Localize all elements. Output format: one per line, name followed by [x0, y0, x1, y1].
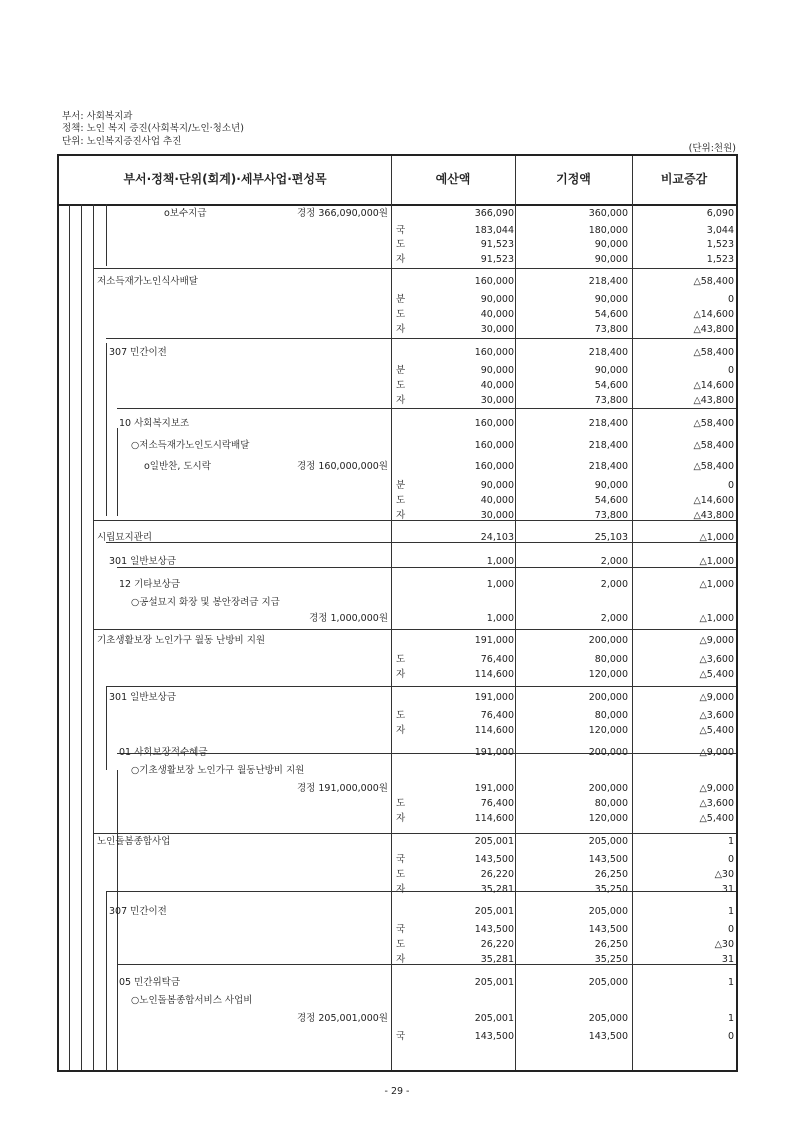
- cell-budget: 24,103: [480, 532, 514, 543]
- funding-source: 분: [396, 365, 406, 376]
- row-label: 05 민간위탁금: [119, 977, 180, 988]
- cell-prev: 205,000: [588, 1013, 628, 1024]
- cell-prev: 2,000: [600, 613, 628, 624]
- cell-prev: 143,500: [588, 854, 628, 865]
- group-separator: [93, 268, 736, 269]
- funding-source: 자: [396, 510, 406, 521]
- cell-diff: △3,600: [699, 710, 734, 721]
- column-header-difference: 비교증감: [660, 172, 708, 186]
- cell-diff: 3,044: [706, 225, 734, 236]
- cell-diff: △43,800: [693, 324, 734, 335]
- correction-note: 경정 366,090,000원: [297, 208, 388, 219]
- cell-diff: 1: [727, 836, 734, 847]
- row-label: 12 기타보상금: [119, 579, 180, 590]
- cell-diff: △43,800: [693, 510, 734, 521]
- cell-prev: 80,000: [594, 798, 628, 809]
- funding-source: 국: [396, 225, 406, 236]
- cell-budget: 30,000: [480, 324, 514, 335]
- cell-diff: △9,000: [699, 747, 734, 758]
- row-label: 기초생활보장 노인가구 월동 난방비 지원: [97, 635, 266, 646]
- cell-budget: 183,044: [474, 225, 514, 236]
- cell-prev: 218,400: [588, 440, 628, 451]
- level-guide-line: [69, 204, 70, 1070]
- cell-prev: 180,000: [588, 225, 628, 236]
- funding-source: 도: [396, 710, 406, 721]
- funding-source: 분: [396, 480, 406, 491]
- funding-source: 국: [396, 854, 406, 865]
- row-label: ο보수지급: [164, 208, 207, 219]
- funding-source: 분: [396, 294, 406, 305]
- level-guide-line: [93, 204, 94, 1070]
- cell-diff: △43,800: [693, 395, 734, 406]
- row-label: 시립묘지관리: [97, 532, 153, 543]
- cell-diff: 1,523: [706, 254, 734, 265]
- funding-source: 자: [396, 395, 406, 406]
- header-unit: 단위: 노인복지증진사업 추진: [62, 136, 182, 147]
- cell-diff: △9,000: [699, 692, 734, 703]
- row-label: 301 일반보상금: [109, 692, 177, 703]
- cell-budget: 90,000: [480, 365, 514, 376]
- cell-diff: △1,000: [699, 579, 734, 590]
- cell-budget: 114,600: [474, 725, 514, 736]
- funding-source: 도: [396, 798, 406, 809]
- budget-table: [57, 154, 738, 1072]
- column-header-item: 부서·정책·단위(회계)·세부사업·편성목: [123, 172, 327, 186]
- level-guide-line: [81, 204, 82, 1070]
- unit-note: (단위:천원): [688, 143, 736, 154]
- funding-source: 도: [396, 495, 406, 506]
- cell-budget: 26,220: [480, 939, 514, 950]
- row-label: 307 민간이전: [109, 906, 167, 917]
- cell-prev: 90,000: [594, 239, 628, 250]
- funding-source: 도: [396, 239, 406, 250]
- cell-prev: 218,400: [588, 276, 628, 287]
- cell-prev: 143,500: [588, 1031, 628, 1042]
- cell-budget: 91,523: [480, 239, 514, 250]
- row-label: ○기초생활보장 노인가구 월동난방비 지원: [131, 765, 305, 776]
- cell-prev: 80,000: [594, 654, 628, 665]
- cell-budget: 191,000: [474, 783, 514, 794]
- cell-prev: 205,000: [588, 977, 628, 988]
- column-divider: [391, 156, 392, 1072]
- level-guide-line: [106, 204, 107, 266]
- cell-prev: 218,400: [588, 347, 628, 358]
- column-header-previous: 기정액: [556, 172, 591, 186]
- funding-source: 자: [396, 669, 406, 680]
- correction-note: 경정 191,000,000원: [297, 783, 388, 794]
- cell-budget: 205,001: [474, 1013, 514, 1024]
- cell-prev: 205,000: [588, 836, 628, 847]
- cell-budget: 205,001: [474, 977, 514, 988]
- cell-budget: 143,500: [474, 854, 514, 865]
- header-department: 부서: 사회복지과: [62, 111, 133, 122]
- cell-prev: 120,000: [588, 813, 628, 824]
- row-label: 노인돌봄종합사업: [97, 836, 171, 847]
- header-policy: 정책: 노인 복지 증진(사회복지/노인·청소년): [62, 123, 244, 134]
- cell-budget: 30,000: [480, 395, 514, 406]
- cell-prev: 73,800: [594, 510, 628, 521]
- cell-prev: 54,600: [594, 309, 628, 320]
- row-label: ο일반찬, 도시락: [144, 461, 211, 472]
- cell-diff: △9,000: [699, 783, 734, 794]
- cell-diff: △58,400: [693, 347, 734, 358]
- funding-source: 자: [396, 884, 406, 895]
- page-number: - 29 -: [384, 1086, 410, 1097]
- cell-diff: △58,400: [693, 440, 734, 451]
- cell-diff: △3,600: [699, 798, 734, 809]
- cell-diff: 0: [727, 365, 734, 376]
- cell-diff: 1: [727, 977, 734, 988]
- cell-budget: 40,000: [480, 495, 514, 506]
- level-guide-line: [106, 891, 107, 1070]
- cell-diff: △30: [714, 869, 734, 880]
- cell-budget: 160,000: [474, 418, 514, 429]
- cell-prev: 2,000: [600, 556, 628, 567]
- funding-source: 자: [396, 254, 406, 265]
- group-separator: [106, 686, 736, 687]
- cell-prev: 218,400: [588, 418, 628, 429]
- funding-source: 국: [396, 924, 406, 935]
- cell-diff: 0: [727, 854, 734, 865]
- cell-diff: 31: [721, 954, 734, 965]
- group-separator: [93, 833, 736, 834]
- cell-budget: 205,001: [474, 906, 514, 917]
- funding-source: 자: [396, 324, 406, 335]
- funding-source: 도: [396, 380, 406, 391]
- cell-prev: 200,000: [588, 692, 628, 703]
- cell-prev: 54,600: [594, 495, 628, 506]
- cell-diff: △58,400: [693, 276, 734, 287]
- cell-budget: 191,000: [474, 692, 514, 703]
- funding-source: 도: [396, 309, 406, 320]
- cell-budget: 35,281: [480, 954, 514, 965]
- cell-diff: 1: [727, 1013, 734, 1024]
- cell-prev: 54,600: [594, 380, 628, 391]
- cell-diff: △58,400: [693, 418, 734, 429]
- table-header: [59, 156, 736, 206]
- funding-source: 자: [396, 813, 406, 824]
- cell-diff: △5,400: [699, 725, 734, 736]
- cell-prev: 90,000: [594, 294, 628, 305]
- cell-diff: △5,400: [699, 813, 734, 824]
- cell-budget: 160,000: [474, 276, 514, 287]
- funding-source: 자: [396, 725, 406, 736]
- cell-prev: 120,000: [588, 725, 628, 736]
- cell-budget: 191,000: [474, 747, 514, 758]
- cell-prev: 200,000: [588, 747, 628, 758]
- cell-prev: 26,250: [594, 869, 628, 880]
- cell-prev: 90,000: [594, 365, 628, 376]
- row-label: ○저소득재가노인도시락배달: [131, 440, 250, 451]
- cell-prev: 35,250: [594, 954, 628, 965]
- row-label: ○노인돌봄종합서비스 사업비: [131, 995, 253, 1006]
- cell-budget: 160,000: [474, 461, 514, 472]
- correction-note: 경정 1,000,000원: [309, 613, 388, 624]
- level-guide-line: [106, 343, 107, 516]
- cell-diff: △14,600: [693, 380, 734, 391]
- cell-diff: 0: [727, 294, 734, 305]
- cell-prev: 35,250: [594, 884, 628, 895]
- cell-budget: 143,500: [474, 924, 514, 935]
- cell-budget: 91,523: [480, 254, 514, 265]
- row-label: ○공설묘지 화장 및 봉안장려금 지급: [131, 597, 280, 608]
- cell-diff: △58,400: [693, 461, 734, 472]
- cell-budget: 26,220: [480, 869, 514, 880]
- cell-budget: 114,600: [474, 813, 514, 824]
- cell-budget: 40,000: [480, 309, 514, 320]
- cell-prev: 2,000: [600, 579, 628, 590]
- cell-budget: 1,000: [486, 613, 514, 624]
- cell-budget: 160,000: [474, 347, 514, 358]
- cell-diff: △1,000: [699, 556, 734, 567]
- correction-note: 경정 205,001,000원: [297, 1013, 388, 1024]
- cell-diff: 0: [727, 1031, 734, 1042]
- cell-prev: 200,000: [588, 783, 628, 794]
- cell-diff: △1,000: [699, 532, 734, 543]
- cell-diff: △14,600: [693, 309, 734, 320]
- cell-prev: 73,800: [594, 395, 628, 406]
- cell-prev: 143,500: [588, 924, 628, 935]
- correction-note: 경정 160,000,000원: [297, 461, 388, 472]
- cell-prev: 25,103: [594, 532, 628, 543]
- column-divider: [632, 156, 633, 1072]
- cell-budget: 114,600: [474, 669, 514, 680]
- cell-prev: 90,000: [594, 254, 628, 265]
- cell-budget: 40,000: [480, 380, 514, 391]
- cell-diff: 1,523: [706, 239, 734, 250]
- cell-budget: 30,000: [480, 510, 514, 521]
- cell-diff: △3,600: [699, 654, 734, 665]
- cell-budget: 205,001: [474, 836, 514, 847]
- cell-diff: △1,000: [699, 613, 734, 624]
- cell-budget: 76,400: [480, 710, 514, 721]
- cell-budget: 90,000: [480, 480, 514, 491]
- cell-diff: △30: [714, 939, 734, 950]
- funding-source: 국: [396, 1031, 406, 1042]
- cell-prev: 120,000: [588, 669, 628, 680]
- cell-prev: 205,000: [588, 906, 628, 917]
- column-header-budget: 예산액: [435, 172, 471, 186]
- row-label: 10 사회복지보조: [119, 418, 190, 429]
- cell-diff: △14,600: [693, 495, 734, 506]
- row-label: 301 일반보상금: [109, 556, 177, 567]
- cell-prev: 200,000: [588, 635, 628, 646]
- row-label: 307 민간이전: [109, 347, 167, 358]
- cell-budget: 1,000: [486, 556, 514, 567]
- row-label: 저소득재가노인식사배달: [97, 276, 198, 287]
- funding-source: 도: [396, 869, 406, 880]
- cell-prev: 26,250: [594, 939, 628, 950]
- cell-budget: 191,000: [474, 635, 514, 646]
- cell-prev: 73,800: [594, 324, 628, 335]
- cell-budget: 366,090: [474, 208, 514, 219]
- cell-budget: 90,000: [480, 294, 514, 305]
- cell-budget: 143,500: [474, 1031, 514, 1042]
- cell-diff: 0: [727, 480, 734, 491]
- cell-budget: 160,000: [474, 440, 514, 451]
- level-guide-line: [117, 770, 118, 1070]
- cell-diff: 0: [727, 924, 734, 935]
- cell-budget: 76,400: [480, 798, 514, 809]
- cell-prev: 218,400: [588, 461, 628, 472]
- cell-diff: △5,400: [699, 669, 734, 680]
- cell-diff: △9,000: [699, 635, 734, 646]
- cell-budget: 35,281: [480, 884, 514, 895]
- cell-prev: 360,000: [588, 208, 628, 219]
- cell-diff: 1: [727, 906, 734, 917]
- cell-budget: 1,000: [486, 579, 514, 590]
- row-label: 01 사회보장적수혜금: [119, 747, 208, 758]
- cell-prev: 80,000: [594, 710, 628, 721]
- funding-source: 도: [396, 939, 406, 950]
- level-guide-line: [117, 428, 118, 516]
- cell-budget: 76,400: [480, 654, 514, 665]
- funding-source: 도: [396, 654, 406, 665]
- group-separator: [117, 408, 736, 409]
- cell-diff: 31: [721, 884, 734, 895]
- cell-prev: 90,000: [594, 480, 628, 491]
- level-guide-line: [106, 686, 107, 770]
- funding-source: 자: [396, 954, 406, 965]
- cell-diff: 6,090: [706, 208, 734, 219]
- group-separator: [106, 338, 736, 339]
- group-separator: [93, 629, 736, 630]
